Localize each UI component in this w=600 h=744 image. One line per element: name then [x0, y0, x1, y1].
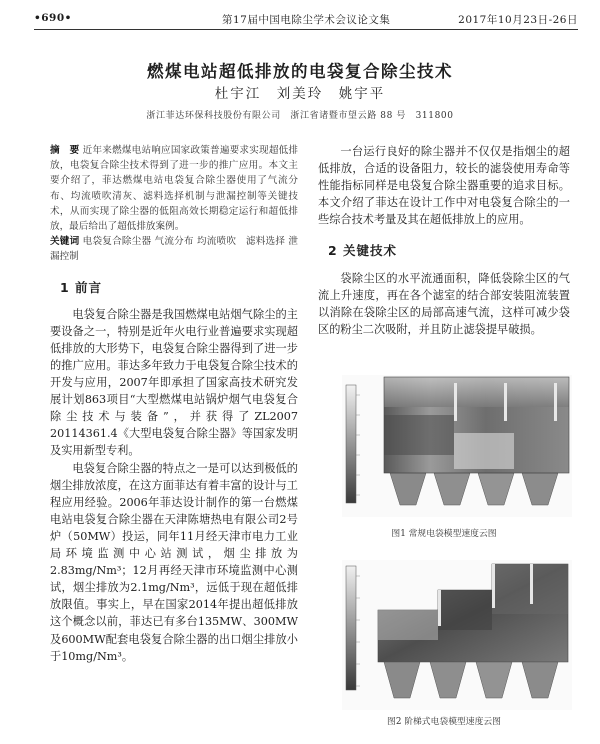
section-1-paragraph-1: 电袋复合除尘器是我国燃煤电站烟气除尘的主要设备之一，特别是近年火电行业普遍要求实现超低排放的大形势下，电袋复合除尘器得到了进一步的推广应用。菲达多年致力于电袋复合除尘技术的开发与应用，2007年即承担了国家高技术研究发展计划863项目“大型燃煤电站锅炉烟气电袋复合除尘技术与装备”，并获得了ZL2007 20114361.4《大型电袋复合除尘器》等国家发明及实用新型专利。: [50, 307, 298, 458]
article-title: 燃煤电站超低排放的电袋复合除尘技术: [147, 62, 453, 81]
keywords: [50, 234, 298, 264]
keywords-text: 电袋复合除尘器 气流分布 均流喷吹 滤料选择 泄漏控制: [50, 236, 299, 263]
right-column: [318, 143, 570, 338]
section-2-title: 2 关键技术: [328, 243, 398, 259]
left-column: [50, 143, 298, 665]
section-2-paragraph-1: 袋除尘区的水平流通面积，降低袋除尘区的气流上升速度，再在各个滤室的结合部安装阻流装置以消除在袋除尘区的局部高速气流，这样可减少袋区的粉尘二次吸附，并且防止滤袋提早破损。: [318, 271, 570, 336]
abstract-text: 近年来燃煤电站响应国家政策普遍要求实现超低排放，电袋复合除尘技术得到了进一步的推广应用。本文主要介绍了，菲达燃煤电站电袋复合除尘器使用了气流分布、均流喷吹清灰、滤料选择机制与泄漏控制等关键技术，从而实现了除尘器的低阻高效长期稳定运行和超低排放，最后给出了超低排放案例。: [50, 145, 299, 233]
running-header: [34, 10, 578, 28]
keywords-label: 关键词: [50, 236, 80, 248]
abstract-label: 摘 要: [50, 145, 80, 156]
figure-1-velocity-contour: [342, 375, 572, 517]
section-1-paragraph-2: 电袋复合除尘器的特点之一是可以达到极低的烟尘排放浓度，在这方面菲达有着丰富的设计与工程应用经验。2006年菲达设计制作的第一台燃煤电站电袋复合除尘器在天津陈塘热电有限公司2号炉（50MW）投运，同年11月经天津市电力工业局环境监测中心站测试，烟尘排放为2.83mg/Nm³；12月再经天津市环境监测中心测试，烟尘排放为2.1mg/Nm³，远低于现在超低排放限值。事实上，早在国家2014年提出超低排放这个概念以前，菲达已有多台135MW、300MW及600MW配套电袋复合除尘器的出口烟尘排放小于10mg/Nm³。: [50, 461, 298, 663]
article-affiliation: 浙江菲达环保科技股份有限公司 浙江省诸暨市望云路 88 号 311800: [146, 111, 454, 121]
intro-continuation-paragraph: 一台运行良好的除尘器并不仅仅是指烟尘的超低排放，合适的设备阻力，较长的滤袋使用寿命等性能指标同样是电袋复合除尘器重要的追求目标。本文介绍了菲达在设计工作中对电袋复合除尘的一些综合技术考量及其在超低排放上的应用。: [318, 145, 570, 227]
page-number: •690•: [34, 12, 72, 24]
header-rule: [34, 29, 578, 30]
figure-2-caption: 图2 阶梯式电袋模型速度云图: [387, 717, 501, 727]
conference-name: 第17届中国电除尘学术会议论文集: [222, 14, 391, 26]
section-1-title: 1 前言: [60, 279, 103, 295]
conference-date: 2017年10月23日-26日: [458, 14, 578, 26]
figure-1-caption: 图1 常规电袋模型速度云图: [391, 529, 497, 539]
figure-2-image: [342, 560, 572, 710]
figure-2-velocity-contour: [342, 560, 572, 710]
article-authors: 杜宇江 刘美玲 姚宇平: [214, 86, 386, 102]
abstract: [50, 143, 298, 234]
figure-1-image: [342, 375, 572, 517]
